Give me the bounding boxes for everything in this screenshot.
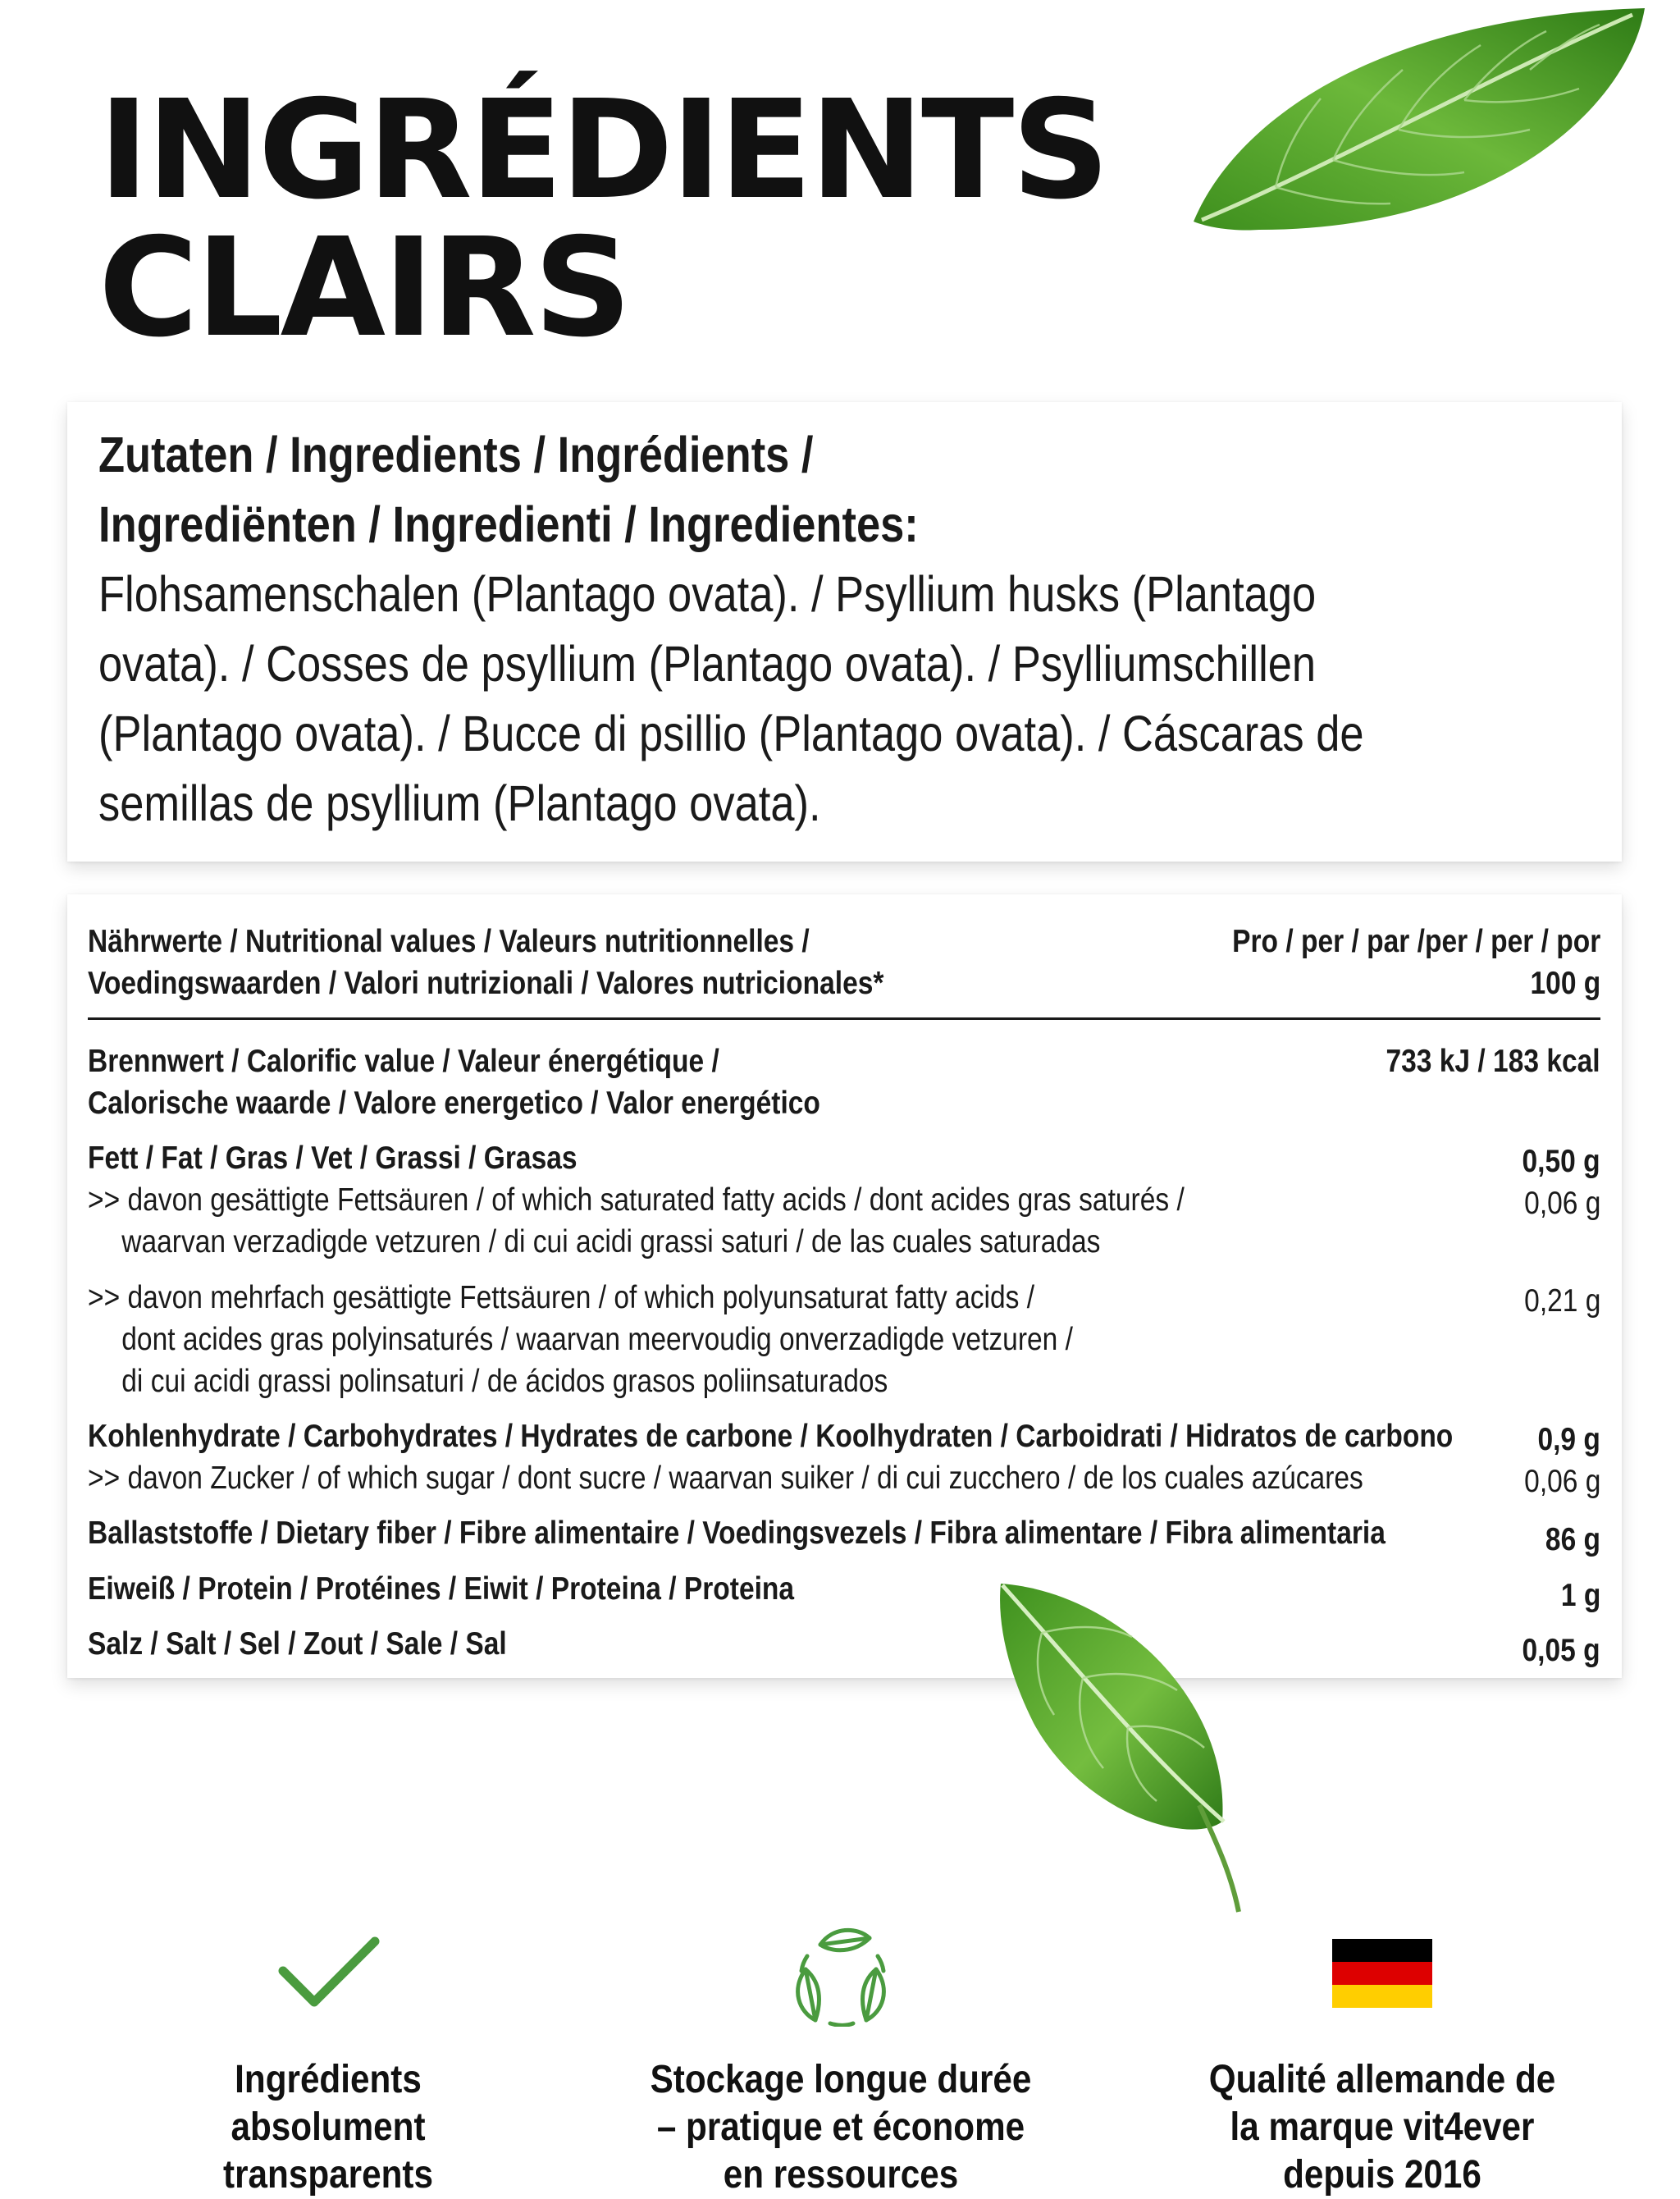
ingredients-label-line-2: Ingrediënten / Ingredienti / Ingredientes: xyxy=(98,496,919,552)
ingredients-label-line-1: Zutaten / Ingredients / Ingrédients / xyxy=(98,427,814,482)
feature-1-line-2: absolument xyxy=(231,2105,426,2149)
feature-storage xyxy=(595,1920,1087,2199)
value-saturated-fat: 0,06 g xyxy=(1523,1186,1600,1221)
value-fat: 0,50 g xyxy=(1522,1144,1600,1179)
value-sugar: 0,06 g xyxy=(1523,1464,1600,1499)
flag-gold-stripe xyxy=(1332,1985,1432,2008)
title-line-2: CLAIRS xyxy=(98,209,630,368)
value-fiber: 86 g xyxy=(1545,1522,1600,1557)
feature-2-line-2: – pratique et économe xyxy=(656,2105,1025,2149)
feature-1-line-1: Ingrédients xyxy=(235,2058,422,2101)
checkmark-icon xyxy=(275,1920,381,2027)
feature-2-line-1: Stockage longue durée xyxy=(650,2058,1032,2101)
feature-2-line-3: en ressources xyxy=(723,2153,959,2197)
feature-1-line-3: transparents xyxy=(223,2153,433,2197)
ingredients-line-4: semillas de psyllium (Plantago ovata). xyxy=(98,775,821,831)
nutrition-table: Nährwerte / Nutritional values / Valeurs nutritionnelles / Voedingswaarden / Valori nutrizionali / Valores nutricionales* Pro / per / par /per / per / por 100 g Brennwert / Calorific value / Valeur énergétique / Calorische waarde / Valore energetico / Valor energético 733 kJ / 183 kcal Fett / Fat / Gras / Vet / Grassi / Grasas 0,50 g >> davon gesättigte Fettsäuren / of which saturated fatty acids / dont acides gras saturés / waarvan verzadigde vetzuren / di cui acidi grassi saturi / de las cuales saturadas 0,06 g >> davon mehrfach gesättigte Fettsäuren / of which polyunsaturat fatty acids / dont acides gras polyinsaturés / waarvan meervoudig onverzadigde vetzuren / di cui acidi grassi polinsaturi / de ácidos grasos poliinsaturados 0,21 g Kohlenhydrate / Carbohydrates / Hydrates de carbone / Koolhydraten / Carboidrati / Hidratos de carbono 0,9 g >> davon Zucker / of which sugar / dont sucre / waarvan suiker / di cui zucchero / de los cuales azúcares 0,06 g Ballaststoffe / Dietary fiber / Fibre alimentaire / Voedingsvezels / Fibra alimentare / Fibra alimentaria 86 g Eiweiß / Protein / Protéines / Eiwit / Proteina / Proteina 1 g Salz / Salt / Sel / Zout / Sale / Sal 0,05 g xyxy=(67,894,1622,1678)
ingredients-line-2: ovata). / Cosses de psyllium (Plantago ovata). / Psylliumschillen xyxy=(98,636,1317,692)
flag-red-stripe xyxy=(1332,1962,1432,1985)
title-line-1: INGRÉDIENTS xyxy=(98,71,1107,230)
flag-black-stripe xyxy=(1332,1939,1432,1962)
nutrition-header-label: Nährwerte / Nutritional values / Valeurs nutritionnelles / Voedingswaarden / Valori nutrizionali / Valores nutricionales* xyxy=(88,924,884,1001)
value-energy: 733 kJ / 183 kcal xyxy=(1386,1044,1600,1079)
value-carbohydrates: 0,9 g xyxy=(1537,1422,1600,1457)
ingredients-text xyxy=(98,420,1404,839)
ingredients-line-1: Flohsamenschalen (Plantago ovata). / Psyllium husks (Plantago xyxy=(98,566,1317,622)
value-polyunsaturated-fat: 0,21 g xyxy=(1523,1283,1600,1319)
value-salt: 0,05 g xyxy=(1522,1633,1600,1668)
feature-quality xyxy=(1136,1920,1628,2199)
leaf-icon xyxy=(1185,0,1653,246)
leaf-icon-small xyxy=(984,1575,1255,1920)
feature-3-line-2: la marque vit4ever xyxy=(1230,2105,1535,2149)
page-title xyxy=(98,71,1107,368)
feature-3-line-3: depuis 2016 xyxy=(1283,2153,1481,2197)
feature-transparent xyxy=(82,1920,574,2199)
value-protein: 1 g xyxy=(1560,1578,1600,1613)
feature-3-line-1: Qualité allemande de xyxy=(1208,2058,1556,2101)
nutrition-per-label: Pro / per / par /per / per / por 100 g xyxy=(1231,924,1600,1001)
ingredients-card xyxy=(67,402,1622,862)
ingredients-line-3: (Plantago ovata). / Bucce di psillio (Plantago ovata). / Cáscaras de xyxy=(98,706,1364,761)
german-flag-icon xyxy=(1136,1920,1628,2027)
recycle-leaves-icon xyxy=(788,1920,894,2027)
header-divider xyxy=(88,1017,1600,1020)
